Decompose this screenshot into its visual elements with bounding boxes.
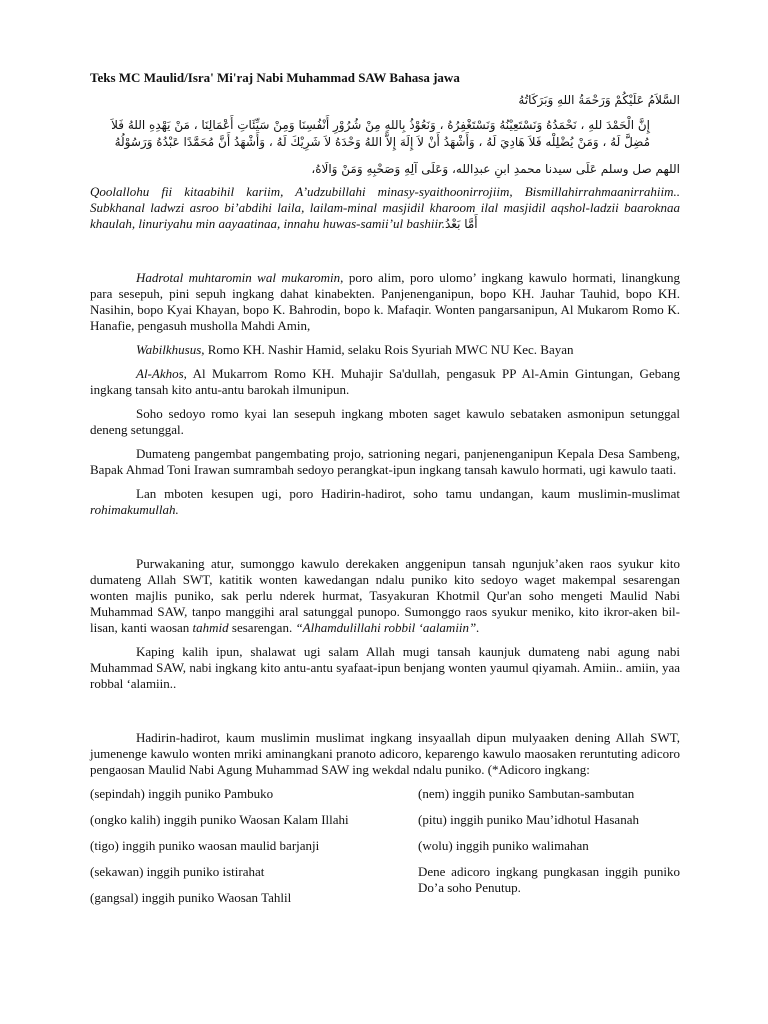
agenda-item: (wolu) inggih puniko walimahan bbox=[418, 838, 589, 853]
agenda-item: (sekawan) inggih puniko istirahat bbox=[90, 864, 265, 879]
agenda-list bbox=[90, 786, 680, 916]
agenda-right-column bbox=[418, 786, 680, 916]
arabic-salam: السَّلاَمُ عَلَيْكُمْ وَرَحْمَةُ اللهِ وَبَرَكَاتُهُ bbox=[518, 93, 680, 107]
paragraph-al-akhos-italic: Al-Akhos bbox=[136, 366, 184, 381]
latin-opening-text: Qoolallohu fii kitaabihil kariim, A’udzubillahi minasy-syaithoonirrojiim, Bismillahirrahmaanirrahiim.. Subkhanal ladwzi asroo bi’abdihi laila, lailam-minal masjidil kharoom ilal masjidil aqshol-ladzii baaroknaa khaulah, linuriyahu min aayaatinaa, innahu huwas-samii’ul bashiir. bbox=[90, 184, 680, 231]
paragraph-wabilkhusus-italic: Wabilkhusus bbox=[136, 342, 202, 357]
amma-badu-text: أَمَّا بَعْدُ bbox=[444, 217, 478, 231]
arabic-khutbah: إِنَّ الْحَمْدَ للهِ ، نَحْمَدُهُ وَنَسْتَعِيْنُهُ وَنَسْتَغْفِرُهُ ، وَنَعُوْذُ بِاللهِ مِنْ شُرُوْرِ أَنْفُسِنَا وَمِنْ سَيِّئَاتِ أَعْمَالِنَا ، مَنْ يَهْدِهِ اللهُ فَلاَ مُضِلَّ لَهُ ، وَمَنْ يُضْلِلْه فَلاَ هَادِيَ لَهُ ، وَأَشْهَدُ أَنْ لاَ إِلَهَ إِلاَّ اللهُ وَحْدَهُ لاَ شَرِيْكَ لَهُ ، وَأَشْهَدُ أَنَّ مُحَمَّدًا عَبْدُهُ وَرَسُوْلُهُ bbox=[111, 118, 650, 149]
paragraph-shalawat: Kaping kalih ipun, shalawat ugi salam Allah mugi tansah kaunjuk dumateng nabi agung nabi Muhammad SAW, nabi ingkang kito antu-antu syafaat-ipun benjang wonten yaumul qiyamah. Amiin.. amiin, yaa robbal ‘alamiin.. bbox=[90, 644, 680, 691]
paragraph-tamu-undangan-text: Lan mboten kesupen ugi, poro Hadirin-hadirot, soho tamu undangan, kaum muslimin-muslimat bbox=[136, 486, 680, 501]
paragraph-purwakaning-atur bbox=[90, 556, 680, 636]
paragraph-adicoro-intro: Hadirin-hadirot, kaum muslimin muslimat ingkang insyaallah dipun mulyaaken dening Allah SWT, jumenenge kawulo wonten mriki aminangkani pranoto adicoro, keparengo kawulo maosaken reruntuting adicoro pengaosan Maulid Nabi Agung Muhammad SAW ing wekdal ndalu puniko. (*Adicoro ingkang: bbox=[90, 730, 680, 777]
paragraph-greeting-elders bbox=[90, 270, 680, 334]
agenda-item: (ongko kalih) inggih puniko Waosan Kalam Illahi bbox=[90, 812, 349, 827]
paragraph-al-akhos-text: , Al Mukarrom Romo KH. Muhajir Sa'dullah, pengasuk PP Al-Amin Gintungan, Gebang ingkang tansah kito antu-antu barokah ilmunipun. bbox=[90, 366, 680, 397]
paragraph-wabilkhusus-text: , Romo KH. Nashir Hamid, selaku Rois Syuriah MWC NU Kec. Bayan bbox=[201, 342, 574, 357]
paragraph-purwakaning-text: Purwakaning atur, sumonggo kawulo derekaken anggenipun tansah ngunjuk’aken raos syukur kito dumateng Allah SWT, katitik wonten kawedangan ndalu puniko kito sedoyo waget makempal sesarengan wonten majlis puniko, sak perlu nderek hurmat, Tasyakuran Khotmil Qur'an soho mengeti Maulid Nabi Muhammad SAW, tanpo manggihi aral satunggal punopo. Sumonggo raos syukur meniko, kito ikror-aken bil-lisan, kanti waosan bbox=[90, 556, 680, 635]
paragraph-purwakaning-mid: sesarengan. bbox=[228, 620, 296, 635]
agenda-item-closing: Dene adicoro ingkang pungkasan inggih puniko Do’a soho Penutup. bbox=[418, 864, 680, 895]
document-title: Teks MC Maulid/Isra' Mi'raj Nabi Muhammad SAW Bahasa jawa bbox=[90, 70, 460, 85]
agenda-item: (nem) inggih puniko Sambutan-sambutan bbox=[418, 786, 635, 801]
paragraph-soho-sedoyo: Soho sedoyo romo kyai lan sesepuh ingkang mboten saget kawulo sebataken asmonipun setunggal deneng setunggal. bbox=[90, 406, 680, 437]
agenda-item: (gangsal) inggih puniko Waosan Tahlil bbox=[90, 890, 292, 905]
paragraph-wabilkhusus bbox=[90, 342, 680, 358]
paragraph-tamu-undangan bbox=[90, 486, 680, 518]
agenda-item: (sepindah) inggih puniko Pambuko bbox=[90, 786, 274, 801]
paragraph-greeting-elders-text: , poro alim, poro ulomo’ ingkang kawulo hormati, linangkung para sesepuh, pini sepuh ingkang dahat kinabekten. Panjenenganipun, bopo KH. Jauhar Tauhid, bopo KH. Nasihin, bopo Kyai Khayan, bopo K. Bahrodin, bopo k. Mafaqir. Wonten pangarsanipun, Al Mukarom Romo K. Hanafie, pengasuh musholla Mahdi Amin, bbox=[90, 270, 680, 333]
paragraph-purwakaning-tahmid: tahmid bbox=[192, 620, 229, 635]
paragraph-purwakaning-hamdalah: “Alhamdulillahi robbil ‘aalamiin”. bbox=[295, 620, 480, 635]
paragraph-greeting-elders-italic: Hadrotal muhtaromin wal mukaromin bbox=[136, 270, 341, 285]
agenda-item: (tigo) inggih puniko waosan maulid barjanji bbox=[90, 838, 320, 853]
paragraph-al-akhos bbox=[90, 366, 680, 398]
agenda-item: (pitu) inggih puniko Mau’idhotul Hasanah bbox=[418, 812, 639, 827]
agenda-left-column bbox=[90, 786, 372, 916]
arabic-shalawat: اللهم صل وسلم عَلَى سيدنا محمدِ ابنِ عبدِالله، وَعَلَى آلِهِ وَصَحْبِهِ وَمَنْ وَالَاهُ، bbox=[311, 162, 680, 176]
paragraph-dumateng: Dumateng pangembat pangembating projo, satrioning negari, panjenenganipun Kepala Desa Sambeng, Bapak Ahmad Toni Irawan sumrambah sedoyo perangkat-ipun ingkang tansah kawulo hormati, ugi kawulo taati. bbox=[90, 446, 680, 477]
latin-opening-paragraph bbox=[90, 184, 680, 232]
paragraph-tamu-undangan-italic: rohimakumullah. bbox=[90, 502, 179, 517]
